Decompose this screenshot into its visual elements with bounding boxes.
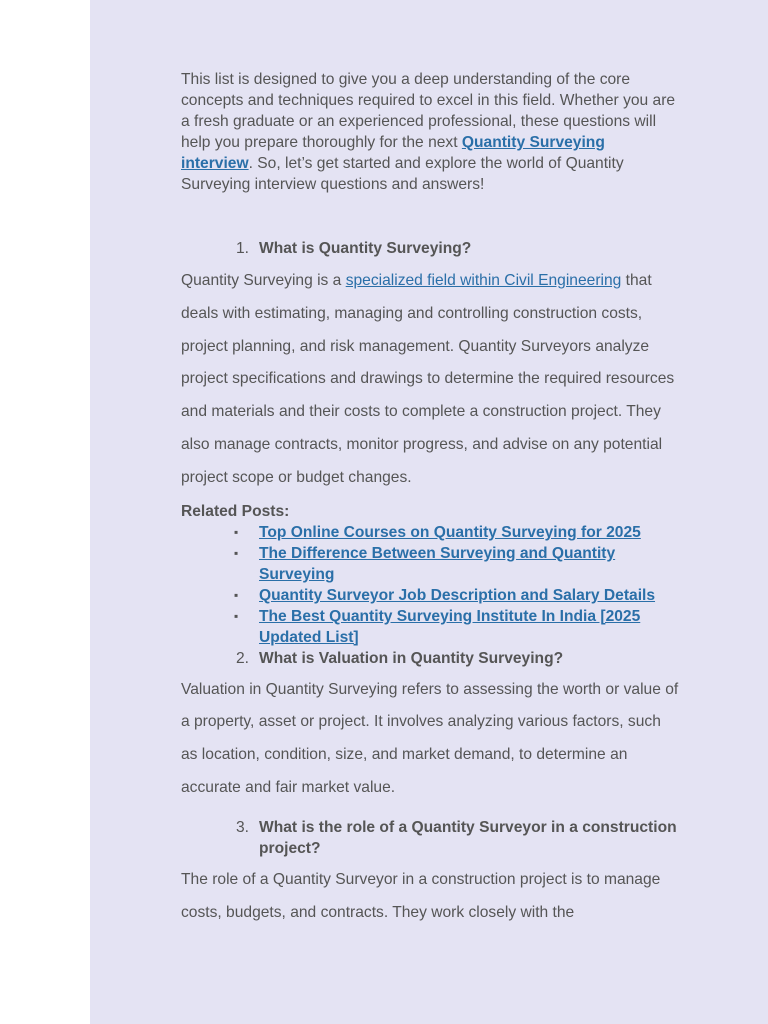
question-1-number: 1. (236, 240, 250, 257)
document-page (90, 0, 768, 1024)
related-post-link-difference[interactable]: The Difference Between Surveying and Quantity Surveying (259, 544, 616, 583)
intro-paragraph (181, 69, 681, 195)
quantity-surveying-interview-link[interactable]: Quantity Surveying interview (181, 134, 605, 172)
question-1-answer (181, 265, 681, 495)
intro-text-before: This list is designed to give you a deep understanding of the core concepts and techniques required to excel in this field. Whether you are a fresh graduate or an experienced professional, these questions will help you prepare thoroughly for the next (181, 71, 676, 151)
related-post-link-job-description[interactable]: Quantity Surveyor Job Description and Salary Details (259, 586, 656, 604)
question-1-heading (181, 238, 681, 259)
question-2-answer: Valuation in Quantity Surveying refers to assessing the worth or value of a property, asset or project. It involves analyzing various factors, such as location, condition, size, and market demand, to determine an accurate and fair market value. (181, 680, 679, 796)
bullet-icon: ▪ (234, 587, 239, 602)
question-3-title: What is the role of a Quantity Surveyor in a construction project? (259, 818, 677, 857)
bullet-icon: ▪ (234, 608, 239, 623)
related-post-link-online-courses[interactable]: Top Online Courses on Quantity Surveying for 2025 (259, 523, 641, 541)
answer-1-text-before: Quantity Surveying is a (181, 272, 346, 289)
question-2-heading (181, 648, 681, 669)
article-content (181, 69, 681, 929)
related-posts-title: Related Posts: (181, 502, 290, 520)
related-post-item (181, 606, 681, 648)
question-2-title: What is Valuation in Quantity Surveying? (259, 649, 564, 667)
bullet-icon: ▪ (234, 524, 239, 539)
related-post-item (181, 543, 681, 585)
question-3-answer: The role of a Quantity Surveyor in a construction project is to manage costs, budgets, and contracts. They work closely with the (181, 870, 661, 921)
intro-text-after: . So, let’s get started and explore the world of Quantity Surveying interview questions and answers! (181, 155, 624, 193)
left-gutter (0, 0, 90, 1024)
answer-1-text-after: that deals with estimating, managing and controlling construction costs, project planning, and risk management. Quantity Surveyors analyze project specifications and drawings to determine the required resources and materials and their costs to complete a construction project. They also manage contracts, monitor progress, and advise on any potential project scope or budget changes. (181, 272, 675, 486)
bullet-icon: ▪ (234, 545, 239, 560)
related-posts-list (181, 522, 681, 648)
related-post-item (181, 522, 681, 543)
question-1-title: What is Quantity Surveying? (259, 240, 472, 257)
question-2-number: 2. (236, 649, 250, 667)
related-post-item (181, 585, 681, 606)
question-3-heading (181, 817, 681, 859)
question-3-number: 3. (236, 818, 250, 836)
related-post-link-best-institute[interactable]: The Best Quantity Surveying Institute In India [2025 Updated List] (259, 607, 641, 646)
civil-engineering-link[interactable]: specialized field within Civil Engineering (345, 272, 622, 289)
